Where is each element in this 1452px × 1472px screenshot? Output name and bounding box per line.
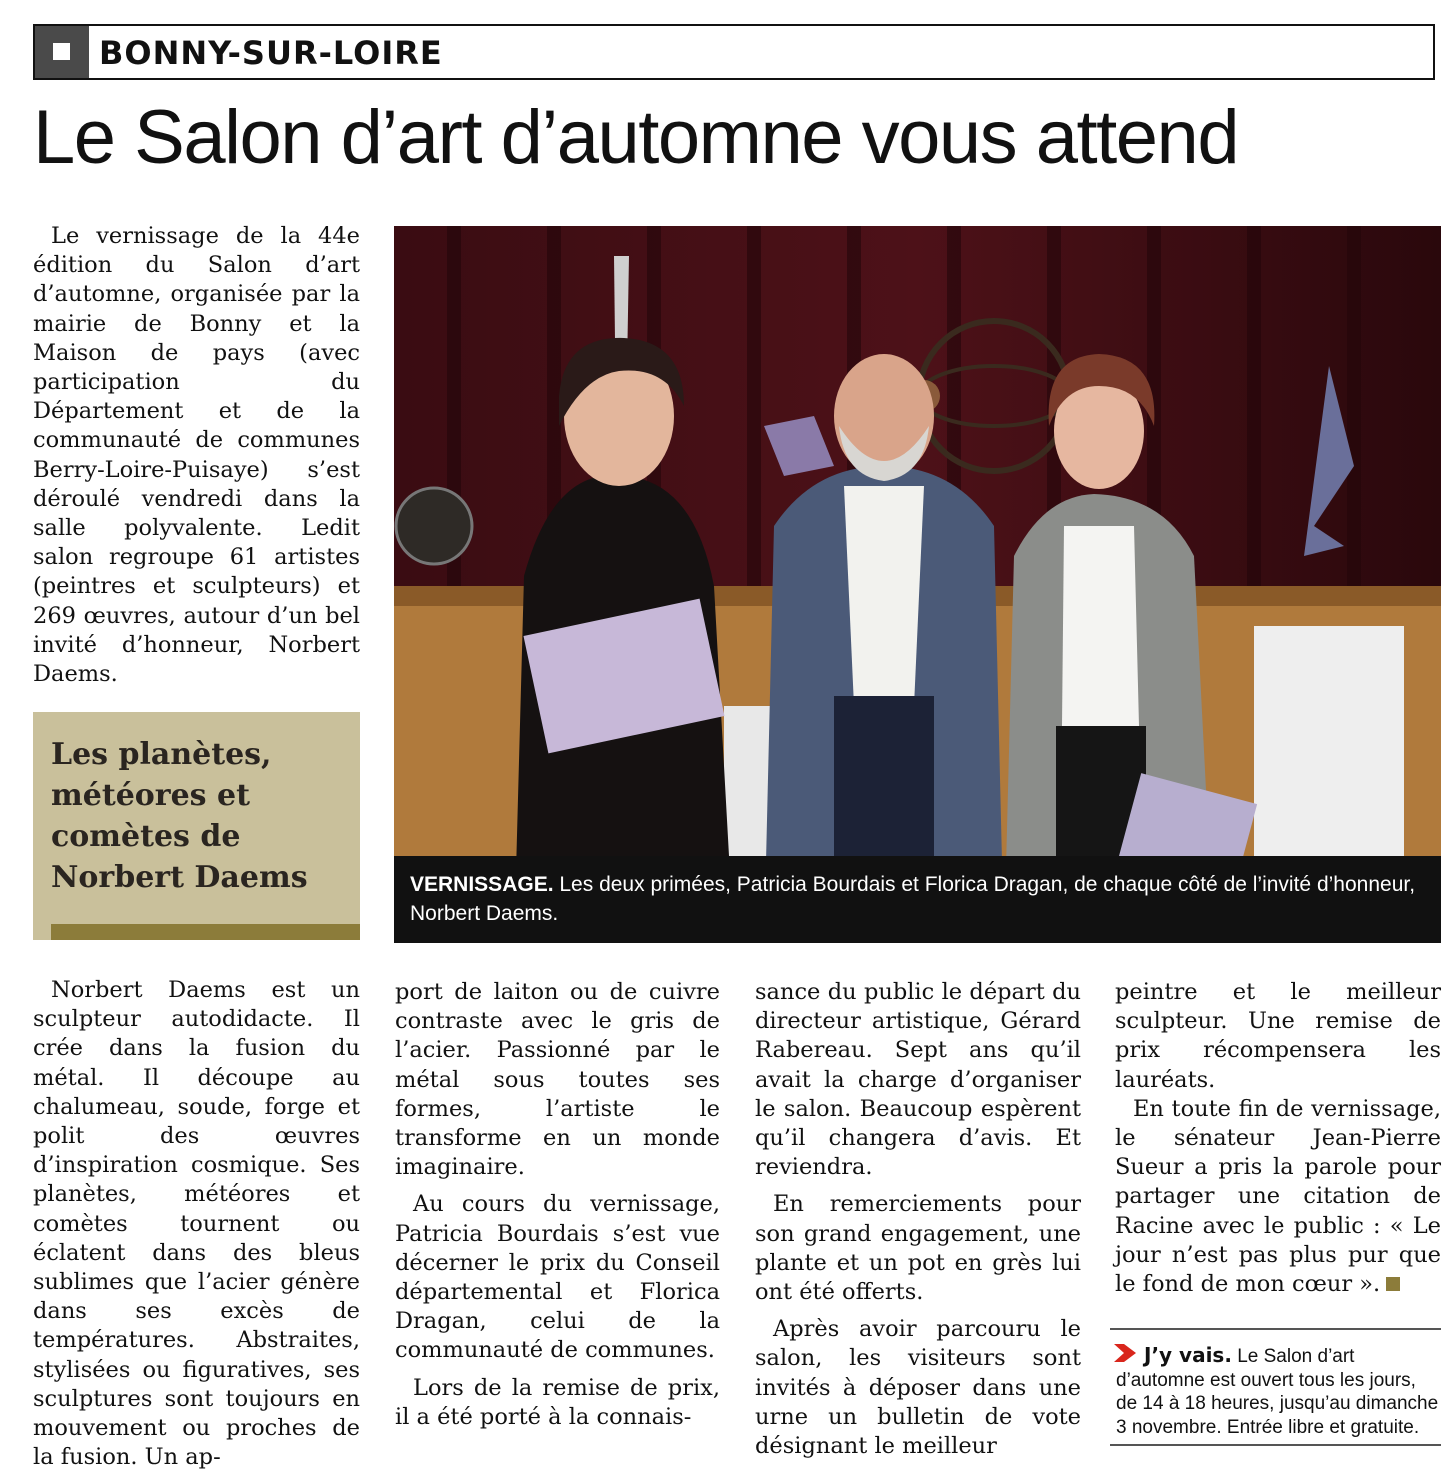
section-label: BONNY-SUR-LOIRE: [99, 34, 443, 72]
column-3: [755, 978, 1081, 1461]
photo-illustration: [394, 226, 1441, 943]
caption-body: Les deux primées, Patricia Bourdais et Florica Dragan, de chaque côté de l’invité d’honneur, Norbert Daems.: [410, 873, 1416, 925]
intro-paragraph: [33, 222, 360, 689]
subheading-title: Les planètes, météores et comètes de Norbert Daems: [51, 737, 308, 895]
section-header: [33, 24, 1435, 80]
square-bullet-icon: [35, 26, 89, 78]
column-1: [33, 976, 360, 1472]
info-body: Le Salon d’art d’automne est ouvert tous les jours, de 14 à 18 heures, jusqu’au dimanche 3 novembre. Entrée libre et gratuite.: [1116, 1346, 1439, 1438]
col4-paragraph-1: peintre et le meilleur sculpteur. Une remise de prix récompensera les lauréats.: [1115, 979, 1441, 1093]
info-text: [1116, 1344, 1441, 1439]
col2-paragraph-3: Lors de la remise de prix, il a été porté à la connais-: [395, 1374, 720, 1430]
article-photo: [394, 226, 1441, 943]
end-of-article-icon: [1386, 1277, 1400, 1291]
caption-text: [410, 870, 1420, 928]
col2-paragraph-1: port de laiton ou de cuivre contraste avec le gris de l’acier. Passionné par le métal sous toutes ses formes, l’artiste le transforme en un monde imaginaire.: [395, 979, 720, 1181]
col4-paragraph-2: En toute fin de vernissage, le sénateur Jean-Pierre Sueur a pris la parole pour partager une citation de Racine avec le public : « Le jour n’est pas plus pur que le fond de mon cœur ».: [1115, 1095, 1441, 1298]
intro-text: Le vernissage de la 44e édition du Salon d’art d’automne, organisée par la mairie de Bonny et la Maison de pays (avec participation du Département et de la communauté de communes Berry-Loire-Puisaye) s’est déroulé vendredi dans la salle polyvalente. Ledit salon regroupe 61 artistes (peintres et sculpteurs) et 269 œuvres, autour d’un bel invité d’honneur, Norbert Daems.: [33, 223, 360, 688]
col3-paragraph-1: sance du public le départ du directeur artistique, Gérard Rabereau. Sept ans qu’il avait la charge d’organiser le salon. Beaucoup espèrent qu’il changera d’avis. Et reviendra.: [755, 979, 1081, 1181]
col3-paragraph-3: Après avoir parcouru le salon, les visiteurs sont invités à déposer dans une urne un bulletin de vote désignant le meilleur: [755, 1316, 1081, 1460]
col2-paragraph-2: Au cours du vernissage, Patricia Bourdais s’est vue décerner le prix du Conseil départemental et Florica Dragan, celui de la communauté de communes.: [395, 1191, 720, 1364]
article-headline: Le Salon d’art d’automne vous attend: [33, 95, 1239, 180]
subheading-box: [33, 712, 360, 940]
photo-caption: [394, 856, 1441, 943]
info-box: [1110, 1328, 1441, 1446]
info-lead: J’y vais.: [1144, 1343, 1232, 1367]
col3-paragraph-2: En remerciements pour son grand engagement, une plante et un pot en grès lui ont été offerts.: [755, 1191, 1081, 1306]
col4-paragraph-2-wrap: [1115, 1095, 1441, 1299]
square-bullet-inner: [53, 43, 70, 60]
subheading-accent-bar: [51, 924, 360, 940]
column-2: [395, 978, 720, 1432]
column-4: [1115, 978, 1441, 1299]
caption-lead: VERNISSAGE.: [410, 873, 554, 896]
col1-paragraph-1: Norbert Daems est un sculpteur autodidacte. Il crée dans la fusion du métal. Il découpe au chalumeau, soude, forge et polit des œuvres d’inspiration cosmique. Ses planètes, météores et comètes tournent ou éclatent dans des bleus sublimes que l’acier génère dans ses excès de températures. Abstraites, stylisées ou figuratives, ses sculptures sont toujours en mouvement ou proches de la fusion. Un ap-: [33, 977, 360, 1471]
